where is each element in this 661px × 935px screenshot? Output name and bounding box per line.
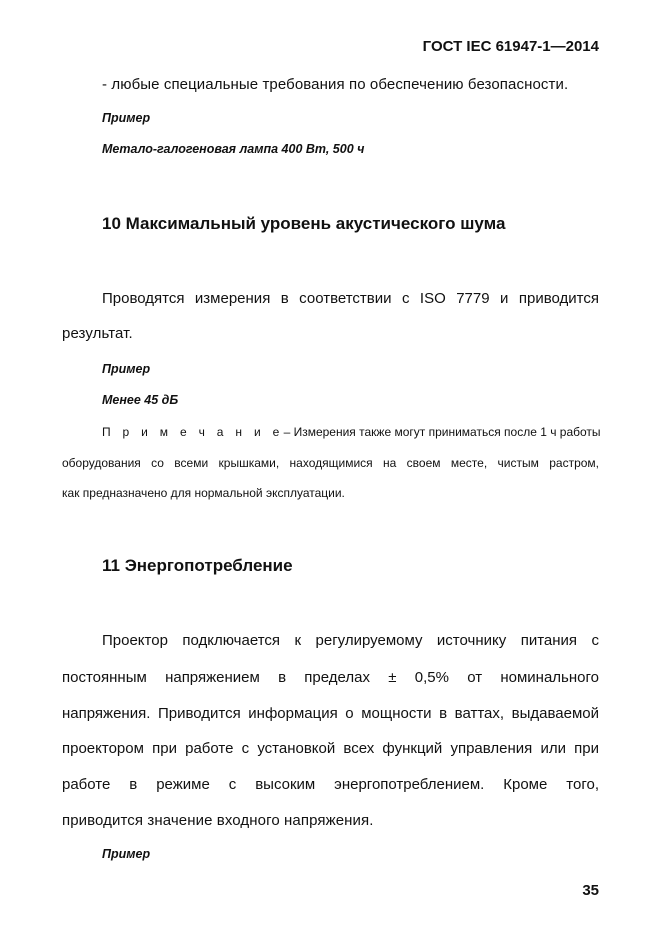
section-11-para-line-4: проектором при работе с установкой всех функций управления или при — [62, 740, 599, 757]
note-label: П р и м е ч а н и е — [102, 425, 284, 439]
section-11-para-line-5: работе в режиме с высоким энергопотреблением. Кроме того, — [62, 776, 599, 793]
example-value-2: Менее 45 дБ — [102, 393, 179, 407]
example-label-1: Пример — [102, 111, 151, 125]
example-label-2: Пример — [102, 362, 151, 376]
section-10-para-line-1: Проводятся измерения в соответствии с ISO 7779 и приводится — [102, 290, 599, 307]
note-line-2: оборудования со всеми крышками, находящимися на своем месте, чистым растром, — [62, 456, 599, 470]
section-10-heading: 10 Максимальный уровень акустического шума — [102, 214, 506, 233]
section-10-para-line-2: результат. — [62, 325, 133, 342]
example-value-1: Метало-галогеновая лампа 400 Вт, 500 ч — [102, 142, 365, 156]
requirement-bullet: - любые специальные требования по обеспечению безопасности. — [102, 76, 569, 93]
note-first-line — [102, 425, 599, 439]
section-11-heading: 11 Энергопотребление — [102, 556, 293, 575]
section-11-para-line-3: напряжения. Приводится информация о мощности в ваттах, выдаваемой — [62, 705, 599, 722]
example-label-3: Пример — [102, 847, 151, 861]
section-11-para-line-1: Проектор подключается к регулируемому источнику питания с — [102, 632, 599, 649]
document-code: ГОСТ IEC 61947-1—2014 — [422, 38, 599, 55]
section-11-para-line-6: приводится значение входного напряжения. — [62, 812, 374, 829]
page-number: 35 — [582, 882, 599, 899]
section-11-para-line-2: постоянным напряжением в пределах ± 0,5% от номинального — [62, 669, 599, 686]
note-line-1: – Измерения также могут приниматься после 1 ч работы — [283, 425, 601, 439]
note-line-3: как предназначено для нормальной эксплуатации. — [62, 486, 345, 500]
